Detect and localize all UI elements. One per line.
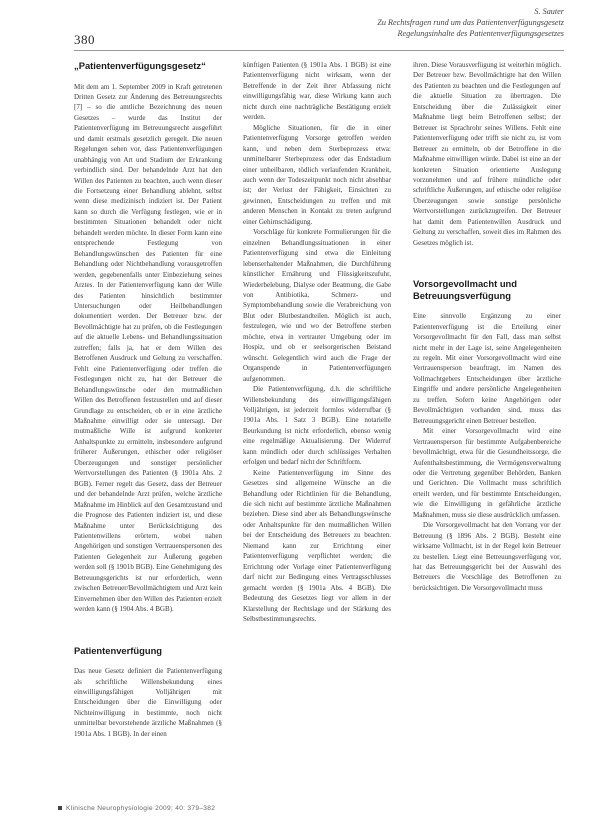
column-3 [413, 60, 561, 593]
paragraph: Mit einer Vorsorgevollmacht wird eine Vertrauensperson für bestimmte Aufgabenbereiche bevollmächtigt, etwa für die Gesundheitssorge, die Aufenthaltsbestimmung, die Vermögensverwaltung oder die Vertretung gegenüber Behörden, Banken und Gerichten. Die Vollmacht muss schriftlich erteilt werden, und für bestimmte Entscheidungen, wie die Einwilligung in gefährliche ärztliche Maßnahmen, muss sie diese ausdrücklich umfassen. [413, 427, 561, 519]
page-number: 380 [74, 32, 95, 47]
paragraph: Vorschläge für konkrete Formulierungen für die einzelnen Behandlungssituationen in einer Patientenverfügung sind etwa die Einleitung lebenserhaltender Maßnahmen, die Durchführung künstlicher Ernährung und Flüssigkeitszufuhr, Wiederbelebung, Dialyse oder Beatmung, die Gabe von Antibiotika, Schmerz- und Symptombehandlung sowie die Verabreichung von Blut oder Blutbestandteilen. Möglich ist auch, festzulegen, wie und wo der Betroffene sterben möchte, etwa in vertrauter Umgebung oder im Hospiz, und ob er seelsorgerischen Beistand wünscht. Gelegentlich wird auch die Frage der Organspende in Patientenverfügungen aufgenommen. [243, 228, 391, 383]
paragraph: Mögliche Situationen, für die in einer Patientenverfügung Vorsorge getroffen werden kann, und neben dem Sterbeprozess etwa: unmittelbarer Sterbeprozess oder das Endstadium einer unheilbaren, tödlich verlaufenden Krankheit, auch wenn der Todeszeitpunkt noch nicht absehbar ist; der Verlust der Fähigkeit, Einsichten zu gewinnen, Entscheidungen zu treffen und mit anderen Menschen in Kontakt zu treten aufgrund einer Gehirnschädigung. [243, 123, 391, 226]
header-title: Zu Rechtsfragen rund um das Patientenverfügungsgesetz [377, 18, 564, 27]
section-heading-patientenverfuegung: Patientenverfügung [74, 644, 163, 656]
paragraph: Eine sinnvolle Ergänzung zu einer Patientenverfügung ist die Erteilung einer Vorsorgevollmacht für den Fall, dass man selbst nicht mehr in der Lage ist, seine Angelegenheiten zu regeln. Mit einer Vorsorgevollmacht wird eine Vertrauensperson beauftragt, im Namen des Vollmachtgebers Entscheidungen über ärztliche Eingriffe und andere persönliche Angelegenheiten zu treffen. Sofern keine Angehörigen oder Bevollmächtigten vorhanden sind, muss das Betreuungsgericht einen Betreuer bestellen. [413, 312, 561, 425]
paragraph: Die Vorsorgevollmacht hat den Vorrang vor der Betreuung (§ 1896 Abs. 2 BGB). Besteht eine wirksame Vollmacht, ist in der Regel kein Betreuer zu bestellen. Liegt eine Betreuungsverfügung vor, hat das Betreuungsgericht bei der Auswahl des Betreuers die Vorschläge des Betroffenen zu berücksichtigen. Die Vorsorgevollmacht muss [413, 521, 561, 592]
header-author: S. Sauter [534, 7, 564, 16]
column-1 [74, 60, 222, 739]
paragraph: Mit dem am 1. September 2009 in Kraft getretenen Dritten Gesetz zur Änderung des Betreuungsrechts [7] – so die amtliche Bezeichnung des neuen Gesetzes – wurde das Institut der Patientenverfügung im Betreuungsrecht ausgeführt und damit erstmals gesetzlich geregelt. Die neuen Regelungen sehen vor, dass Patientenverfügungen unabhängig von Art und Stadium der Erkrankung verbindlich sind. Der behandelnde Arzt hat den Willen des Patienten zu beachten, auch wenn dieser die Fortsetzung einer Behandlung ablehnt, selbst wenn diese medizinisch indiziert ist. Der Patient kann so durch die Verfügung festlegen, wie er in bestimmten Situationen behandelt oder nicht behandelt werden möchte. In dieser Form kann eine entsprechende Festlegung von Behandlungswünschen des Patienten für eine Behandlung oder Nichtbehandlung vorausgetroffen werden, gegebenenfalls unter Einbeziehung seines Arztes. In der Patientenverfügung kann der Wille des Patienten hinsichtlich bestimmter Untersuchungen oder Heilbehandlungen dokumentiert werden. Der Betreuer bzw. der Bevollmächtigte hat zu prüfen, ob die Festlegungen auf die aktuelle Lebens- und Behandlungssituation zutreffen; falls ja, hat er dem Willen des Betroffenen Ausdruck und Geltung zu verschaffen. Fehlt eine Patientenverfügung oder treffen die Festlegungen nicht zu, hat der Betreuer die Behandlungswünsche oder den mutmaßlichen Willen des Betroffenen festzustellen und auf dieser Grundlage zu entscheiden, ob er in eine ärztliche Maßnahme einwilligt oder sie untersagt. Der mutmaßliche Wille ist aufgrund konkreter Anhaltspunkte zu ermitteln, insbesondere aufgrund früherer Äußerungen, ethischer oder religiöser Überzeugungen und sonstiger persönlicher Wertvorstellungen des Patienten (§ 1901a Abs. 2 BGB). Ferner regelt das Gesetz, dass der Betreuer und der behandelnde Arzt prüfen, welche ärztliche Maßnahme im Hinblick auf den Gesamtzustand und die Prognose des Patienten indiziert ist, und diese Maßnahme unter Berücksichtigung des Patientenwillens erörtern, wobei nahen Angehörigen und sonstigen Vertrauenspersonen des Patienten Gelegenheit zur Äußerung gegeben werden soll (§ 1901b BGB). Eine Genehmigung des Betreuungsgerichts ist nur erforderlich, wenn zwischen Betreuer/Bevollmächtigtem und Arzt kein Einvernehmen über den Willen des Patienten erzielt werden kann (§ 1904 Abs. 4 BGB). [74, 82, 222, 614]
paragraph: Die Patientenverfügung, d.h. die schriftliche Willensbekundung des einwilligungsfähigen Volljährigen, ist jederzeit formlos widerrufbar (§ 1901a Abs. 1 Satz 3 BGB). Eine notarielle Beurkundung ist nicht erforderlich, ebenso wenig eine regelmäßige Aktualisierung. Der Widerruf kann mündlich oder durch schlüssiges Verhalten erfolgen und bedarf nicht der Schriftform. [243, 385, 391, 467]
section-heading-vorsorgevollmacht: Vorsorgevollmacht und Betreuungsverfügung [413, 278, 518, 301]
paragraph: Keine Patientenverfügung im Sinne des Gesetzes sind allgemeine Wünsche an die Behandlung oder Richtlinien für die Behandlung, die sich nicht auf bestimmte ärztliche Maßnahmen beziehen. Diese sind aber als Behandlungswünsche oder Anhaltspunkte für den mutmaßlichen Willen bei der Entscheidung des Betreuers zu beachten. Niemand kann zur Errichtung einer Patientenverfügung verpflichtet werden; die Errichtung oder Vorlage einer Patientenverfügung darf nicht zur Bedingung eines Vertragsschlusses gemacht werden (§ 1901a Abs. 4 BGB). Die Bedeutung des Gesetzes liegt vor allem in der Klarstellung der Rechtslage und der Stärkung des Selbstbestimmungsrechts. [243, 468, 391, 624]
section-heading-gesetz: „Patientenverfügungsgesetz“ [74, 60, 206, 71]
column-2 [243, 60, 391, 624]
header-rule [74, 50, 564, 51]
header-subtitle: Regelungsinhalte des Patientenverfügungsgesetzes [397, 29, 564, 38]
footer [58, 805, 215, 812]
running-header [377, 6, 564, 39]
bullet-icon [58, 806, 62, 810]
footer-citation: Klinische Neurophysiologie 2009; 40: 379–382 [66, 805, 216, 812]
paragraph: künftigen Patienten (§ 1901a Abs. 1 BGB) ist eine Patientenverfügung nicht wirksam, wenn der Betreffende in der Zeit ihrer Abfassung nicht einwilligungsfähig war, diese Wirkung kann auch nicht durch eine nachträgliche Bestätigung erzielt werden. [243, 61, 391, 122]
paragraph: Das neue Gesetz definiert die Patientenverfügung als schriftliche Willensbekundung eines einwilligungsfähigen Volljährigen mit Entscheidungen über die Einwilligung oder Nichteinwilligung in bestimmte, noch nicht unmittelbar bevorstehende ärztliche Maßnahmen (§ 1901a Abs. 1 BGB). In der einen [74, 667, 222, 738]
paragraph: ihren. Diese Vorausverfügung ist weiterhin möglich. Der Betreuer bzw. Bevollmächtigte hat den Willen des Patienten zu beachten und die Festlegungen auf die aktuelle Situation zu übertragen. Die Entscheidung über die Zulässigkeit einer Maßnahme liegt beim Betroffenen selbst; der Betreuer ist Sprachrohr seines Willens. Fehlt eine Patientenverfügung oder trifft sie nicht zu, ist vom Betreuer zu ermitteln, ob der Betroffene in die Maßnahme einwilligen würde. Dabei ist eine an der konkreten Situation orientierte Auslegung vorzunehmen und auf frühere mündliche oder schriftliche Äußerungen, auf ethische oder religiöse Überzeugungen sowie sonstige persönliche Wertvorstellungen zurückzugreifen. Der Betreuer hat damit dem Patientenwillen Ausdruck und Geltung zu verschaffen, soweit dies im Rahmen des Gesetzes möglich ist. [413, 61, 561, 247]
